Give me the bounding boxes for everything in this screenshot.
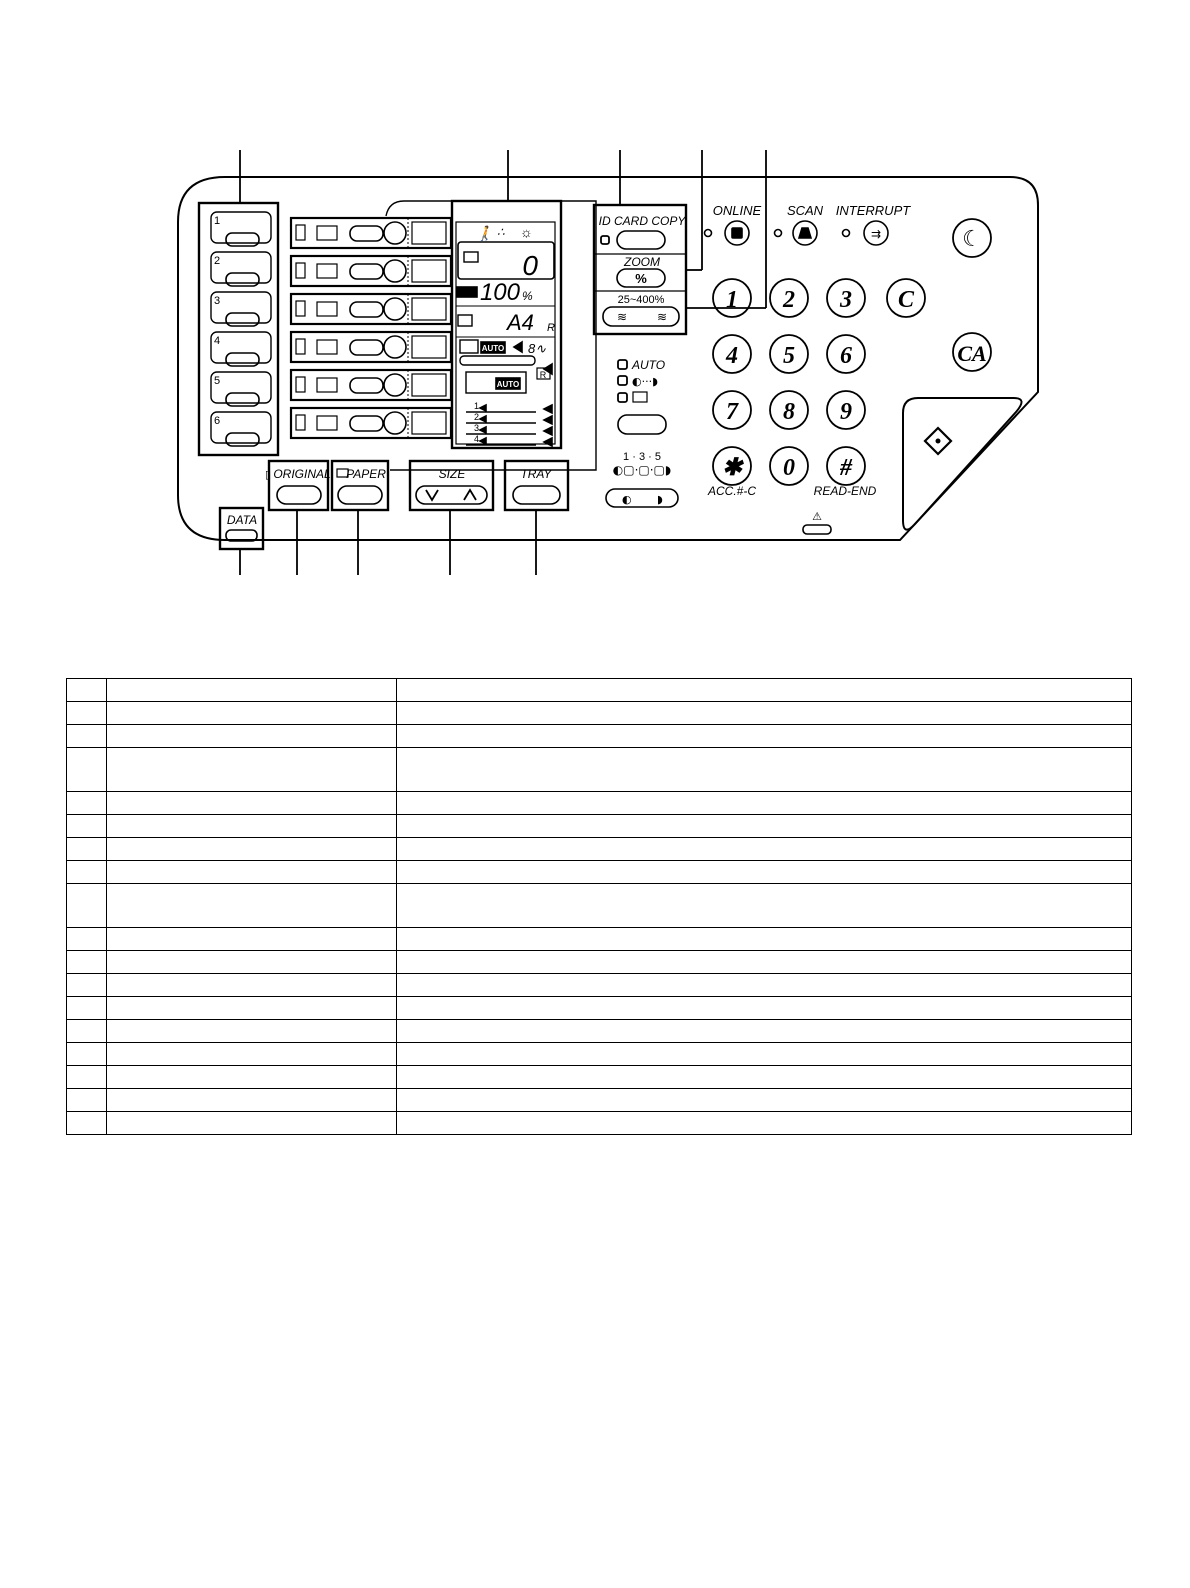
exposure-scale-icons: ◐▢·▢·▢◗	[612, 463, 672, 477]
table-cell	[107, 702, 397, 725]
table-cell	[67, 792, 107, 815]
keypad-key-label: 3	[840, 287, 852, 313]
display-ratio: 100	[479, 279, 520, 306]
table-cell	[397, 679, 1132, 702]
start-key[interactable]	[903, 398, 1022, 530]
paper-label: PAPER	[346, 467, 386, 481]
tray-arrow-icon	[544, 416, 552, 424]
table-cell	[397, 725, 1132, 748]
auto-badge-small	[457, 287, 477, 297]
exposure-scale-label: 1 · 3 · 5	[623, 451, 661, 463]
size-button[interactable]	[416, 486, 487, 504]
exposure-mode-button[interactable]	[618, 415, 666, 434]
table-row	[67, 928, 1132, 951]
table-cell	[67, 1112, 107, 1135]
exposure-photo-icon	[633, 392, 647, 402]
interrupt-led	[843, 230, 850, 237]
feature-row-led	[384, 298, 406, 320]
keypad-key-label: #	[840, 455, 852, 481]
exposure-text-icon: ◐···◗	[632, 375, 658, 388]
table-row	[67, 1066, 1132, 1089]
table-row	[67, 861, 1132, 884]
size-label: SIZE	[438, 467, 466, 481]
table-cell	[67, 679, 107, 702]
memory-key-number: 2	[214, 255, 221, 267]
feature-row-button[interactable]	[350, 416, 383, 431]
tray-rows	[466, 401, 552, 446]
exposure-photo-led	[618, 393, 627, 402]
control-panel-diagram	[0, 0, 1190, 600]
memory-key-button[interactable]	[226, 353, 259, 366]
toner-icon: ∴	[497, 225, 505, 239]
feature-row-mode-icon	[412, 222, 446, 244]
memory-key-button[interactable]	[226, 233, 259, 246]
table-cell	[67, 951, 107, 974]
table-cell	[107, 1066, 397, 1089]
memory-key-button[interactable]	[226, 273, 259, 286]
table-cell	[397, 748, 1132, 792]
legend-table	[66, 678, 1132, 1135]
feature-row-led	[384, 336, 406, 358]
keypad-key-label: 1	[726, 287, 738, 313]
id-card-led	[601, 236, 609, 244]
table-cell	[67, 1020, 107, 1043]
zoom-key-symbol: %	[635, 271, 647, 286]
table-cell	[107, 974, 397, 997]
feature-row-icon-right	[317, 264, 337, 278]
table-row	[67, 679, 1132, 702]
table-cell	[397, 951, 1132, 974]
table-cell	[67, 997, 107, 1020]
table-cell	[67, 974, 107, 997]
table-cell	[107, 997, 397, 1020]
table-cell	[67, 884, 107, 928]
zoom-range-label: 25~400%	[617, 294, 665, 306]
table-cell	[107, 838, 397, 861]
table-cell	[107, 1112, 397, 1135]
table-cell	[107, 861, 397, 884]
exposure-auto-label: AUTO	[632, 358, 666, 372]
feature-row-icon-right	[317, 416, 337, 430]
table-cell	[397, 974, 1132, 997]
table-cell	[107, 679, 397, 702]
table-cell	[397, 792, 1132, 815]
paper-icon	[458, 315, 472, 326]
keypad-key-label: 7	[726, 399, 738, 425]
feature-row-button[interactable]	[350, 378, 383, 393]
auto-badge-2-text: AUTO	[496, 380, 520, 389]
tray-label: TRAY	[520, 467, 552, 481]
numeric-keypad	[713, 279, 865, 485]
exposure-adjust-button[interactable]	[606, 489, 678, 507]
id-card-copy-label: ID CARD COPY	[598, 214, 686, 228]
display-counter: 0	[522, 250, 538, 281]
tray-number: 2	[474, 412, 480, 422]
tray-indicator-icon	[480, 416, 486, 422]
table-cell	[107, 725, 397, 748]
feature-row-icon-left	[296, 415, 305, 430]
feature-row-mode-icon	[412, 412, 446, 434]
keypad-key-label: 8	[783, 399, 795, 425]
scan-label: SCAN	[786, 203, 824, 218]
feature-row-icon-left	[296, 301, 305, 316]
person-icon: 🚶	[476, 225, 494, 241]
memory-key-button[interactable]	[226, 393, 259, 406]
feature-row-icon-left	[296, 377, 305, 392]
auto-badge-1-text: AUTO	[481, 344, 505, 353]
table-cell	[67, 861, 107, 884]
table-cell	[67, 1043, 107, 1066]
tray-number: 3	[474, 423, 480, 433]
table-row	[67, 748, 1132, 792]
copies-icon	[464, 252, 478, 262]
table-cell	[397, 838, 1132, 861]
feature-row-button[interactable]	[350, 226, 383, 241]
feature-row-button[interactable]	[350, 264, 383, 279]
tray-arrow-icon	[544, 405, 552, 413]
table-cell	[107, 928, 397, 951]
display-paper-size: A4	[507, 310, 534, 335]
feature-row-icon-right	[317, 302, 337, 316]
table-cell	[397, 928, 1132, 951]
table-row	[67, 725, 1132, 748]
start-icon-dot	[936, 439, 941, 444]
keypad-key-label: 5	[783, 343, 795, 369]
display-inner	[456, 222, 555, 444]
feature-row-icon-right	[317, 378, 337, 392]
table-row	[67, 884, 1132, 928]
table-row	[67, 951, 1132, 974]
feature-row-mode-icon	[412, 336, 446, 358]
tray-arrow-icon	[544, 438, 552, 446]
memory-keys	[211, 212, 271, 446]
sun-icon: ☼	[520, 224, 533, 240]
feature-row-icon-right	[317, 340, 337, 354]
table-cell	[397, 1089, 1132, 1112]
tray-indicator-icon	[480, 405, 486, 411]
memory-key-number: 6	[214, 415, 221, 427]
feature-row-button[interactable]	[350, 302, 383, 317]
table-cell	[67, 815, 107, 838]
table-row	[67, 1089, 1132, 1112]
display-ratio-unit: %	[522, 289, 533, 303]
table-cell	[397, 815, 1132, 838]
feature-row-icon-left	[296, 263, 305, 278]
tray-bypass	[460, 356, 535, 365]
lighter-icon: ◐	[622, 493, 632, 506]
staple-icon: 8∿	[528, 341, 547, 356]
table-cell	[397, 1066, 1132, 1089]
auto-doc-icon	[460, 340, 478, 353]
feature-row-mode-icon	[412, 260, 446, 282]
display-rotation: R	[547, 322, 555, 334]
feature-row-button[interactable]	[350, 340, 383, 355]
table-cell	[397, 861, 1132, 884]
paper-button[interactable]	[338, 486, 382, 504]
tray-indicator-icon	[480, 438, 486, 444]
table-cell	[397, 702, 1132, 725]
display-status-icons	[476, 224, 533, 242]
exposure-text-led	[618, 376, 627, 385]
table-cell	[107, 1089, 397, 1112]
feature-row-mode-icon	[412, 298, 446, 320]
original-button[interactable]	[277, 486, 321, 504]
original-label: ORIGINAL	[273, 467, 331, 481]
table-cell	[397, 884, 1132, 928]
memory-key-number: 4	[214, 335, 221, 347]
table-cell	[107, 1043, 397, 1066]
table-cell	[397, 1112, 1132, 1135]
memory-key-button[interactable]	[226, 313, 259, 326]
error-indicator	[803, 525, 831, 534]
clear-key-label: C	[897, 287, 915, 313]
arrow-left-1	[514, 342, 522, 352]
feature-row-icon-left	[296, 339, 305, 354]
interrupt-icon: ⇉	[870, 227, 882, 241]
interrupt-label: INTERRUPT	[835, 203, 911, 218]
scan-icon	[799, 228, 811, 238]
online-label: ONLINE	[712, 203, 762, 218]
original-paper-icon: ▯	[265, 468, 272, 481]
error-icon: ⚠	[812, 510, 822, 523]
table-cell	[67, 1089, 107, 1112]
zoom-up-icon: ≋	[656, 310, 668, 324]
feature-row-led	[384, 374, 406, 396]
memory-key-number: 1	[214, 215, 221, 227]
zoom-ratio-button[interactable]	[603, 307, 679, 326]
feature-row-mode-icon	[412, 374, 446, 396]
table-row	[67, 997, 1132, 1020]
table-cell	[67, 928, 107, 951]
feature-row-led	[384, 222, 406, 244]
table-cell	[67, 725, 107, 748]
r-box-text: R	[539, 370, 547, 380]
keypad-key-label: 4	[726, 343, 738, 369]
zoom-down-icon: ≋	[616, 310, 628, 324]
table-row	[67, 974, 1132, 997]
memory-key-number: 3	[214, 295, 221, 307]
table-cell	[107, 951, 397, 974]
tray-indicator-icon	[480, 427, 486, 433]
table-cell	[67, 1066, 107, 1089]
acc-label: ACC.#-C	[707, 484, 757, 498]
feature-row-led	[384, 260, 406, 282]
table-cell	[397, 1020, 1132, 1043]
tray-number: 1	[474, 401, 480, 411]
feature-rows	[291, 218, 451, 438]
table-row	[67, 1043, 1132, 1066]
table-row	[67, 1020, 1132, 1043]
tray-arrow-icon	[544, 427, 552, 435]
keypad-key-label: 9	[840, 399, 852, 425]
table-cell	[107, 1020, 397, 1043]
table-cell	[67, 702, 107, 725]
id-card-copy-button[interactable]	[617, 231, 665, 249]
zoom-label: ZOOM	[624, 255, 660, 269]
moon-icon: ☾	[962, 227, 982, 252]
keypad-key-label: 2	[783, 287, 795, 313]
data-label: DATA	[226, 513, 258, 527]
tray-number: 4	[474, 434, 480, 444]
table-cell	[67, 748, 107, 792]
table-row	[67, 792, 1132, 815]
table-cell	[67, 838, 107, 861]
table-cell	[107, 748, 397, 792]
size-down-icon	[426, 490, 438, 500]
keypad-key-label: ✱	[721, 455, 743, 481]
feature-row-icon-left	[296, 225, 305, 240]
table-cell	[107, 884, 397, 928]
callout-lines-bottom	[240, 510, 536, 575]
exposure-auto-led	[618, 360, 627, 369]
size-up-icon	[464, 490, 476, 500]
tray-button[interactable]	[513, 486, 560, 504]
scan-led	[775, 230, 782, 237]
table-row	[67, 1112, 1132, 1135]
online-led	[705, 230, 712, 237]
keypad-key-label: 6	[840, 343, 852, 369]
darker-icon: ◗	[657, 493, 663, 506]
table-cell	[107, 792, 397, 815]
table-cell	[397, 1043, 1132, 1066]
table-cell	[397, 997, 1132, 1020]
counter-box	[458, 242, 554, 279]
clear-all-key-label: CA	[957, 341, 987, 366]
table-cell	[107, 815, 397, 838]
keypad-key-label: 0	[783, 455, 795, 481]
online-icon	[732, 228, 742, 238]
table-row	[67, 702, 1132, 725]
feature-row-led	[384, 412, 406, 434]
table-row	[67, 838, 1132, 861]
feature-row-icon-right	[317, 226, 337, 240]
memory-key-number: 5	[214, 375, 221, 387]
memory-key-button[interactable]	[226, 433, 259, 446]
table-row	[67, 815, 1132, 838]
read-end-label: READ-END	[813, 484, 877, 498]
